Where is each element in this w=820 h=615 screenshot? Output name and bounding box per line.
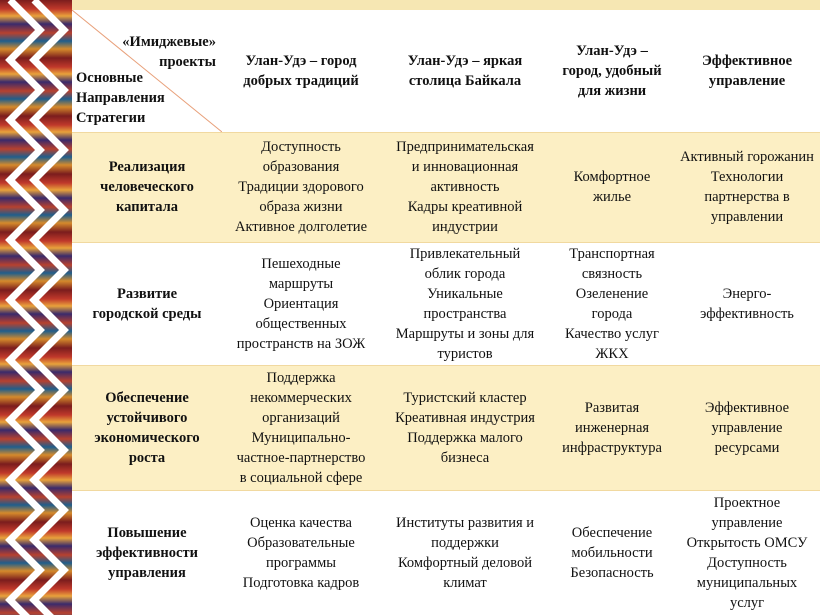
corner-cell <box>72 10 222 132</box>
cell-line: партнерства в <box>704 189 790 205</box>
corner-bottom-line: Основные <box>76 69 143 86</box>
cell-line: ЖКХ <box>595 345 629 362</box>
table-cell <box>222 132 380 242</box>
cell-line: инженерная <box>574 419 650 436</box>
cell-line: Предпринимательская <box>396 139 534 155</box>
cell-line: эффективность <box>700 305 794 322</box>
top-gold-strip <box>72 0 820 10</box>
table-cell <box>674 365 820 490</box>
corner-bottom-line: Направления <box>76 89 165 106</box>
header-line: управление <box>708 72 786 89</box>
row-header-line: Повышение <box>107 524 187 541</box>
cell-line: Энерго- <box>722 285 772 302</box>
cell-line: Доступность <box>261 139 341 155</box>
row-header-line: эффективности <box>96 544 198 561</box>
cell-line: Обеспечение <box>571 524 653 541</box>
corner-projects-label <box>122 32 216 72</box>
cell-line: в социальной сфере <box>239 469 363 486</box>
row-header-line: Обеспечение <box>105 389 189 406</box>
cell-line: Привлекательный <box>409 245 521 262</box>
corner-top-line: проекты <box>159 54 216 70</box>
cell-line: Пешеходные <box>261 255 341 272</box>
cell-line: Муниципально- <box>251 429 351 446</box>
table-cell <box>674 132 820 242</box>
cell-line: Традиции здорового <box>238 179 364 195</box>
cell-line: общественных <box>255 315 347 332</box>
row-header-line: управления <box>108 564 186 581</box>
strategy-table <box>72 10 820 615</box>
row-header <box>72 242 222 365</box>
row-header <box>72 132 222 242</box>
header-line: добрых традиций <box>243 72 359 89</box>
cell-line: Подготовка кадров <box>242 574 360 591</box>
corner-top-line: «Имиджевые» <box>122 34 216 50</box>
table-cell <box>550 490 674 615</box>
row-header-line: роста <box>128 449 166 466</box>
cell-line: Активное долголетие <box>234 219 368 235</box>
cell-line: Кадры креативной <box>407 199 523 215</box>
table-cell <box>222 365 380 490</box>
cell-line: муниципальных <box>696 574 798 591</box>
header-line: Улан-Удэ – город <box>245 52 357 69</box>
table-cell <box>674 242 820 365</box>
row-header-line: капитала <box>116 199 178 215</box>
header-line: для жизни <box>577 82 647 99</box>
cell-line: программы <box>266 554 336 571</box>
cell-line: Проектное <box>713 494 781 511</box>
cell-line: индустрии <box>432 219 498 235</box>
cell-line: маршруты <box>268 275 334 292</box>
table-cell <box>380 490 550 615</box>
cell-line: Технологии <box>710 169 784 185</box>
cell-line: Безопасность <box>570 564 654 581</box>
cell-line: ресурсами <box>714 439 780 456</box>
cell-line: активность <box>430 179 500 195</box>
corner-bottom-line: Стратегии <box>76 109 146 126</box>
cell-line: Поддержка <box>266 369 336 386</box>
cell-line: жилье <box>592 189 632 205</box>
header-line: Эффективное <box>701 52 793 69</box>
row-header-line: устойчивого <box>106 409 188 426</box>
row-header-line: городской среды <box>92 305 202 322</box>
cell-line: и инновационная <box>411 159 519 175</box>
row-header-line: человеческого <box>100 179 194 195</box>
cell-line: образа жизни <box>259 199 343 215</box>
cell-line: Институты развития и <box>395 514 535 531</box>
corner-directions-label <box>76 68 165 128</box>
cell-line: мобильности <box>571 544 653 561</box>
cell-line: Качество услуг <box>565 325 659 342</box>
table-row <box>72 490 820 615</box>
row-header <box>72 490 222 615</box>
cell-line: управлении <box>710 209 784 225</box>
table-cell <box>550 132 674 242</box>
cell-line: пространств на ЗОЖ <box>236 335 366 352</box>
header-line: Улан-Удэ – <box>576 42 648 59</box>
cell-line: некоммерческих <box>250 389 352 406</box>
table-cell <box>674 490 820 615</box>
cell-line: управление <box>711 514 783 531</box>
cell-line: Транспортная <box>569 245 655 262</box>
header-line: город, удобный <box>562 62 662 79</box>
cell-line: облик города <box>424 265 506 282</box>
cell-line: инфраструктура <box>562 439 662 456</box>
cell-line: организаций <box>262 409 340 426</box>
cell-line: Туристский кластер <box>403 389 527 406</box>
cell-line: пространства <box>423 305 507 322</box>
cell-line: Оценка качества <box>250 514 352 531</box>
table-cell <box>222 490 380 615</box>
cell-line: Эффективное <box>704 399 790 416</box>
column-header <box>550 10 674 132</box>
cell-line: Развитая <box>584 399 640 416</box>
header-row <box>72 10 820 132</box>
header-line: Улан-Удэ – яркая <box>407 52 523 69</box>
table-cell <box>550 242 674 365</box>
row-header-line: экономического <box>94 429 200 446</box>
cell-line: туристов <box>437 345 493 362</box>
cell-line: частное-партнерство <box>236 449 366 466</box>
table-row <box>72 242 820 365</box>
zigzag-line-1 <box>10 0 40 615</box>
cell-line: поддержки <box>431 534 499 551</box>
table-cell <box>222 242 380 365</box>
cell-line: Открытость ОМСУ <box>686 534 808 551</box>
cell-line: Доступность <box>707 554 787 571</box>
cell-line: услуг <box>729 594 765 611</box>
cell-line: Озеленение <box>575 285 649 302</box>
decorative-ornament-strip <box>0 0 72 615</box>
row-header-line: Развитие <box>116 285 178 302</box>
row-header <box>72 365 222 490</box>
table-cell <box>380 365 550 490</box>
cell-line: образования <box>262 159 340 175</box>
table-cell <box>550 365 674 490</box>
cell-line: Комфортное <box>573 169 651 185</box>
cell-line: Ориентация <box>263 295 339 312</box>
table-row <box>72 132 820 242</box>
cell-line: Поддержка малого <box>407 429 523 446</box>
cell-line: города <box>591 305 633 322</box>
cell-line: климат <box>443 574 487 591</box>
zigzag-ornament <box>0 0 72 615</box>
cell-line: Креативная индустрия <box>395 409 535 426</box>
header-line: столица Байкала <box>408 72 522 89</box>
cell-line: Маршруты и зоны для <box>395 325 535 342</box>
cell-line: связность <box>581 265 643 282</box>
cell-line: Активный горожанин <box>680 149 814 165</box>
cell-line: бизнеса <box>440 449 490 466</box>
cell-line: Уникальные <box>427 285 503 302</box>
table-cell <box>380 132 550 242</box>
column-header <box>380 10 550 132</box>
cell-line: Комфортный деловой <box>397 554 533 571</box>
column-header <box>222 10 380 132</box>
row-header-line: Реализация <box>108 159 186 175</box>
cell-line: Образовательные <box>247 534 355 551</box>
table-row <box>72 365 820 490</box>
cell-line: управление <box>711 419 783 436</box>
column-header <box>674 10 820 132</box>
table-cell <box>380 242 550 365</box>
